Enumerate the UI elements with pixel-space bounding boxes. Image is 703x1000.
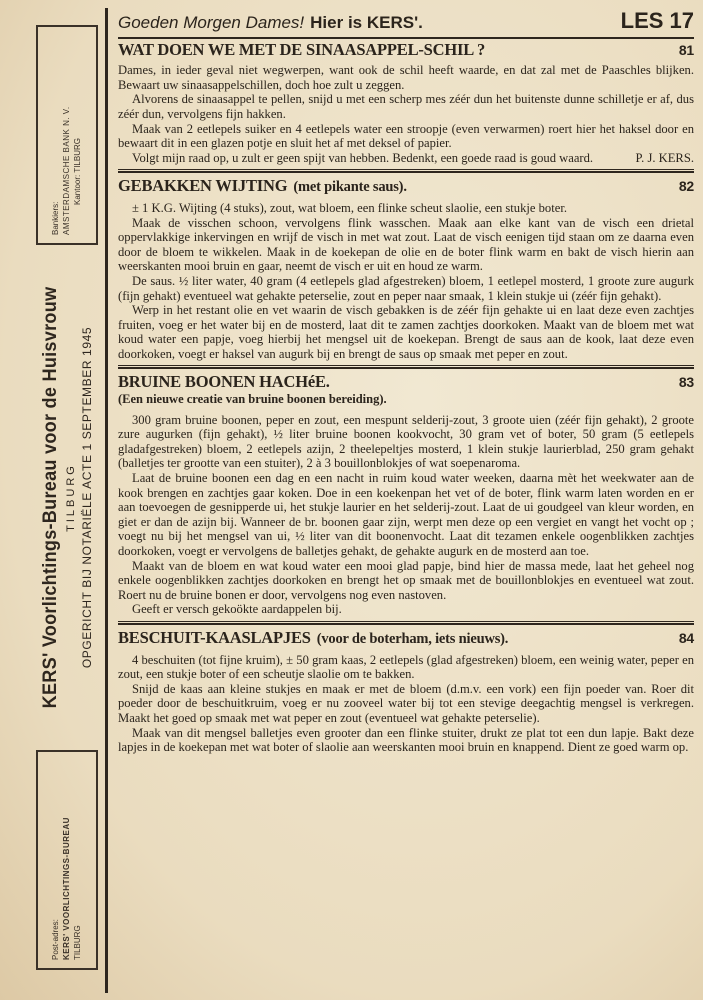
letterhead-title: KERS' Voorlichtings-Bureau voor de Huisvrouw (39, 286, 61, 709)
paragraph: Maak van dit mengsel balletjes even grooter dan een flinke stuiter, drukt ze plat tot een dun lapje. Bakt deze lapjes in de koekepan met wat boter of slaolie aan weerskanten mooi bruin en knappend. Dient ze goed warm op. (118, 725, 694, 755)
letterhead-founded: OPGERICHT BIJ NOTARIËLE ACTE 1 SEPTEMBER 1945 (79, 326, 94, 669)
paragraph: Snijd de kaas aan kleine stukjes en maak er met de bloem (d.m.v. een vork) een fijn poeder van. Roer dit poeder door de beschuitkruim, voeg er nu zooveel water bij tot een stevige deegachtig mengsel is verkregen. Maakt het goed op smaak met wat peper en zout (eventueel wat gehakte peterselie). (118, 681, 694, 725)
signature: P. J. KERS. (635, 150, 694, 165)
divider (118, 169, 694, 173)
letterhead-city: TILBURG (64, 463, 77, 532)
section-heading (118, 372, 694, 392)
paragraph: ± 1 K.G. Wijting (4 stuks), zout, wat bloem, een flinke scheut slaolie, een stukje boter. (132, 200, 567, 215)
recipe-83 (118, 372, 694, 617)
section-number: 81 (678, 41, 694, 58)
paragraph: Maak de visschen schoon, vervolgens flink wasschen. Maak aan elke kant van de visch een drietal oppervlakkige inkervingen en wrijf de visch in met wat zout. Laat de visch eenigen tijd staan om ze daarna even door de bloem te wikkelen. Maak in de koekepan de olie en de boter flink warm en bakt de visch hierin aan weerskanten mooi bruin en gaar, neemt de visch er uit en houd ze warm. (118, 215, 694, 274)
bank-box (36, 25, 98, 245)
paragraph: Volgt mijn raad op, u zult er geen spijt van hebben. Bedenkt, een goede raad is goud waard. (132, 150, 594, 165)
section-number: 84 (678, 629, 694, 646)
section-title: BESCHUIT-KAASLAPJES (118, 627, 311, 647)
paragraph: Geeft er versch gekoökte aardappelen bij. (132, 602, 342, 617)
vertical-divider (105, 8, 108, 993)
divider (118, 621, 694, 625)
paragraph: Werp in het restant olie en vet waarin de visch gebakken is de zéér fijn gehakte ui en laat deze even zachtjes fruiten, voeg er het water bij en de mosterd, laat dit te zamen zachtjes doorkoken. Maakt van de bloem met wat koud water een papje, voeg hierbij het mengsel uit de koekepan. Brengt de saus aan de kook, laat deze even doorkoken, voegt er haksel van augurk bij en brengt de saus op smaak met peper en zout. (118, 303, 694, 361)
section-subtitle: (met pikante saus). (293, 179, 407, 196)
section-heading (118, 39, 694, 59)
postal-address-box (36, 750, 98, 970)
header-kers: Hier is KERS'. (310, 13, 423, 32)
section-subtitle: (voor de boterham, iets nieuws). (316, 630, 509, 647)
bank-label: Bankiers: (51, 201, 60, 235)
section-subtitle: (Een nieuwe creatie van bruine boonen bereiding). (118, 392, 387, 407)
greeting: Goeden Morgen Dames! (118, 13, 305, 32)
paragraph: Dames, in ieder geval niet wegwerpen, want ook de schil heeft waarde, en dat zal met de Paaschles blijken. Bewaart uw sinaasappelschillen, doch hoe zult u zeggen. (118, 63, 694, 92)
paragraph: De saus. ½ liter water, 40 gram (4 eetlepels glad afgestreken) bloem, 1 eetlepel mosterd, 1 groote zure augurk (fijn gehakt) eventueel wat gehakte peterselie, zout en peper naar smaak, 1 klein stukje ui (zéér fijn gehakt). (118, 273, 694, 303)
post-city: TILBURG (73, 925, 82, 960)
paragraph: Maakt van de bloem en wat koud water een mooi glad papje, bind hier de massa mede, laat het geheel nog enkele oogenblikken zachtjes doorkoken en brengt het op smaak met de bouillonblokjes en eventueel wat zout. Roert nu de bruine bonen er door, vervolgens nog even nastoven. (118, 558, 694, 602)
section-title: BRUINE BOONEN HACHéE. (118, 372, 330, 392)
main-content (118, 8, 694, 755)
paragraph: 300 gram bruine boonen, peper en zout, een mespunt selderij-zout, 3 groote uien (zéér fijn gehakt), 2 groote zure augurken (fijn gehakt), ½ liter bruine boonen kookvocht, 30 gram vet of boter, 50 gram (5 eetlepels gladafgestreken) bloem, 2 eetlepels azijn, 2 theelepeltjes mosterd, 1 klein stukje laurierblad, 250 gram gehakt (balletjes ter grootte van een stuiter), 2 à 3 bouillonblokjes of wat soepenaroma. (118, 412, 694, 471)
letterhead-sidebar (20, 20, 105, 985)
section-number: 82 (678, 178, 694, 195)
bank-name: AMSTERDAMSCHE BANK N. V. (62, 106, 71, 235)
section-number: 83 (678, 374, 694, 391)
paragraph: Maak van 2 eetlepels suiker en 4 eetlepels water een stroopje (even verwarmen) roert hier het haksel door en bewaart dit in een glazen potje en sluit het af met deksel of papier. (118, 121, 694, 151)
recipe-84 (118, 627, 694, 755)
section-title: WAT DOEN WE MET DE SINAASAPPEL-SCHIL ? (118, 39, 486, 59)
bank-office: Kantoor: TILBURG (73, 138, 82, 205)
page-header (118, 8, 694, 34)
post-name: KERS' VOORLICHTINGS-BUREAU (62, 817, 71, 960)
section-heading (118, 627, 694, 647)
lesson-number: LES 17 (620, 8, 694, 33)
recipe-81 (118, 39, 694, 166)
letterhead-title-block (32, 245, 94, 750)
paragraph: Alvorens de sinaasappel te pellen, snijd u met een scherp mes zéér dun het buitenste dunne schilletje er af, dus zéér dun, vervolgens fijn hakken. (118, 92, 694, 121)
post-label: Post-adres: (51, 919, 60, 960)
paragraph: 4 beschuiten (tot fijne kruim), ± 50 gram kaas, 2 eetlepels (glad afgestreken) bloem, een weinig water, peper en zout, een stukje boter of een scheutje slaolie om te bakken. (118, 652, 694, 682)
section-title: GEBAKKEN WIJTING (118, 176, 288, 196)
recipe-82 (118, 176, 694, 361)
divider (118, 365, 694, 369)
paragraph: Laat de bruine boonen een dag en een nacht in ruim koud water weeken, daarna mèt het weekwater aan de kook brengen en zachtjes gaar koken. Doe in een koekenpan het vet of de boter, flink warm laten worden en er aan toevoegen de gesnipperde ui, het stukje laurier en het selderij-zout. Laat de ui goudgeel van kleur worden, en giet er dan de azijn bij. Wanneer de br. boonen gaar zijn, werpt men deze op een vergiet en vangt het vocht op ; voegt nu bij het mengsel van ui, ½ liter van dit boonenvocht. Laat dit tezamen enkele oogenblikken zachtjes doorkoken, voegt er vervolgens de balletjes gehakt, de gehakte augurk en de mosterd aan toe. (118, 471, 694, 558)
divider (118, 37, 694, 39)
section-heading (118, 176, 694, 196)
